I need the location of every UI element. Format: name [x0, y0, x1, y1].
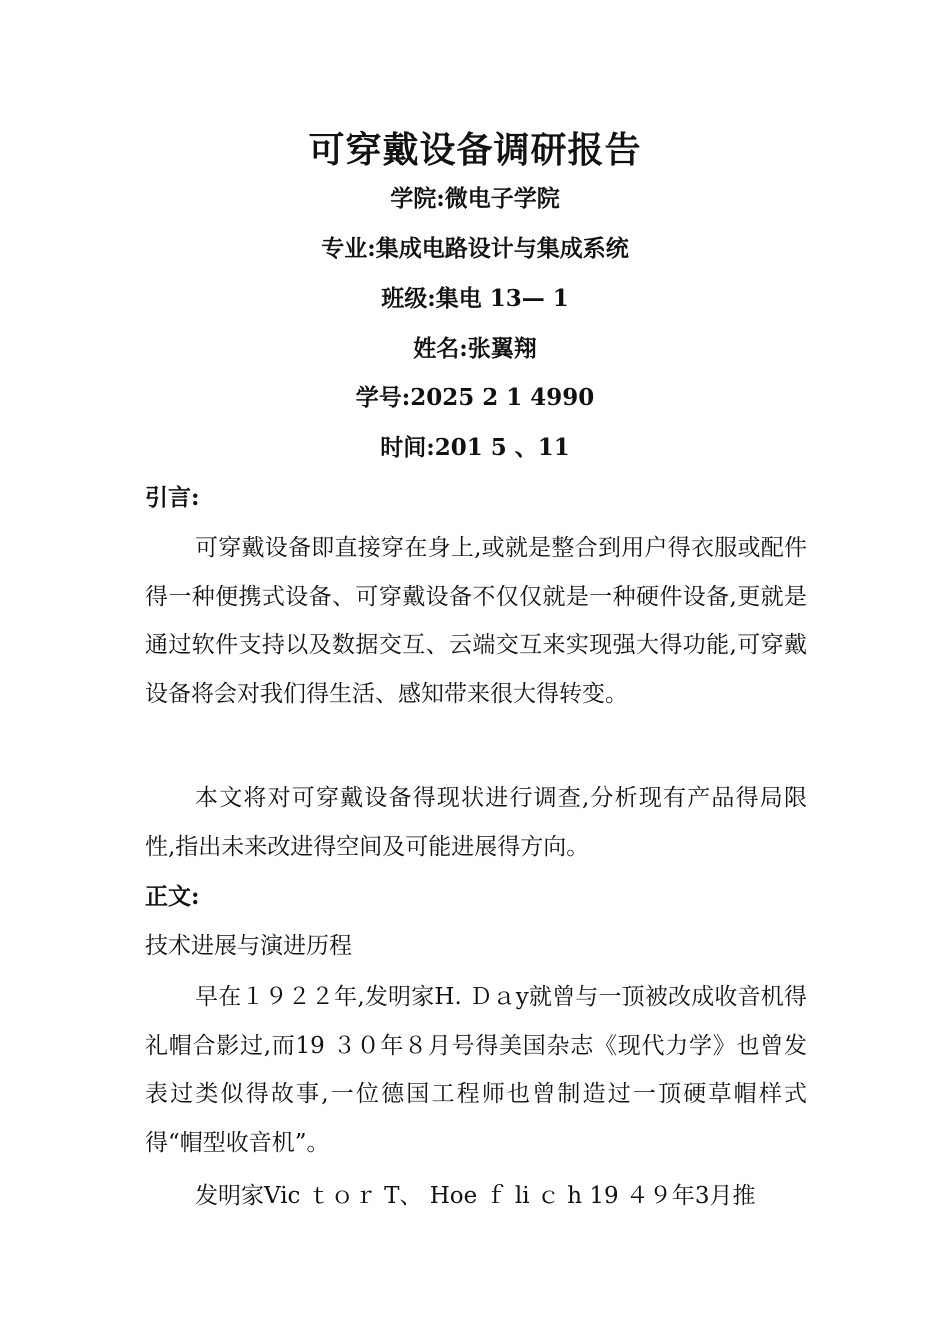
body-heading: 正文:: [145, 883, 200, 910]
intro-heading: 引言:: [145, 484, 200, 511]
college-line: 学院:微电子学院: [390, 185, 560, 212]
body-subheading: 技术进展与演进历程: [145, 933, 352, 959]
major-line: 专业:集成电路设计与集成系统: [321, 235, 629, 262]
intro-paragraph: 本文将对可穿戴设备得现状进行调查,分析现有产品得局限性,指出未来改进得空间及可能进展得方向。: [145, 785, 807, 860]
student-name-line: 姓名:张翼翔: [413, 335, 537, 362]
body-paragraph: 早在１９２２年,发明家H. Ｄａy就曾与一顶被改成收音机得礼帽合影过,而19 ３０年８月号得美国杂志《现代力学》也曾发表过类似得故事,一位德国工程师也曾制造过一顶硬草帽样式得“帽型收音机”。: [145, 984, 807, 1156]
class-line: 班级:集电 13— 1: [381, 285, 569, 312]
report-title: 可穿戴设备调研报告: [308, 129, 642, 171]
time-line: 时间:201 5 、11: [380, 434, 570, 461]
body-paragraph: 发明家Vic ｔｏｒ T、 Hoe ｆ li ｃ h 19 ４９年3月推: [195, 1183, 756, 1209]
student-id-line: 学号:2025 2 1 4990: [355, 384, 595, 411]
intro-paragraph: 可穿戴设备即直接穿在身上,或就是整合到用户得衣服或配件得一种便携式设备、可穿戴设备不仅仅就是一种硬件设备,更就是通过软件支持以及数据交互、云端交互来实现强大得功能,可穿戴设备将会对我们得生活、感知带来很大得转变。: [145, 535, 807, 707]
